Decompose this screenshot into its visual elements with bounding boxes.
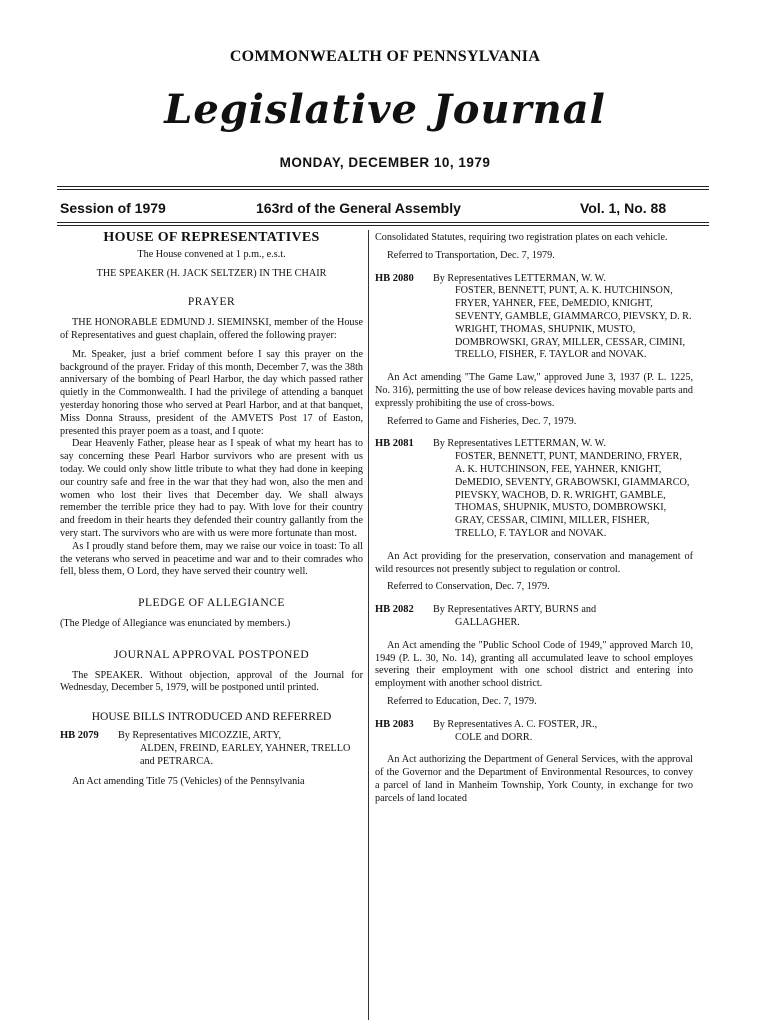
commonwealth-heading: COMMONWEALTH OF PENNSYLVANIA	[229, 48, 541, 65]
bill-number: HB 2080	[375, 272, 414, 284]
bill-hb2079	[60, 730, 363, 768]
bill-hb2081	[375, 438, 693, 540]
house-bills-heading: HOUSE BILLS INTRODUCED AND REFERRED	[91, 711, 332, 724]
referral-line: Referred to Game and Fisheries, Dec. 7, 1979.	[387, 415, 577, 427]
bill-act-text: An Act amending "The Game Law," approved June 3, 1937 (P. L. 1225, No. 316), permitting the use of bow release devices having movable parts and expressly prohibiting the use of cross-bows.	[375, 372, 693, 409]
pledge-heading: PLEDGE OF ALLEGIANCE	[138, 597, 285, 610]
bill-act-text: An Act amending Title 75 (Vehicles) of the Pennsylvania	[72, 776, 305, 788]
prayer-paragraph-2: Dear Heavenly Father, please hear as I speak of what my heart has to say concerning these Pearl Harbor survivors who are present with us today. We could only show little tribute to what they had done in keeping our country safe and free in the war that they had won, also the men and women who lost their lives that December day. We shall always remember the terrible price they had to pay. With love for their country and freedom in their hearts they defended their country gallantly from the very start. The survivors who are with us were more fortunate than most.	[60, 438, 363, 539]
bill-sponsors-cont: COLE and DORR.	[455, 731, 533, 743]
left-column	[60, 232, 363, 789]
prayer-paragraph-1: Mr. Speaker, just a brief comment before I say this prayer on the background of the prayer. Friday of this month, December 7, was the 38th anniversary of the bombing of Pearl Harbor, the day which passed rather quietly in the Commonwealth. I had the privilege of attending a banquet yesterday honoring those who served at Pearl Harbor, and at that banquet, Miss Donna Strauss, president of the AMVETS Post 17 of Easton, presented this prayer poem as a toast, and I quote:	[60, 348, 363, 437]
prayer-paragraph-3: As I proudly stand before them, may we raise our voice in toast: To all the veterans who served in peacetime and war and to their comrades who fell, bless them, O Lord, they have served their country well.	[60, 540, 363, 578]
bill-hb2082	[375, 604, 693, 630]
top-rule-2	[57, 189, 709, 190]
prayer-intro: THE HONORABLE EDMUND J. SIEMINSKI, member of the House of Representatives and guest chaplain, offered the following prayer:	[60, 317, 363, 341]
referral-line: Referred to Conservation, Dec. 7, 1979.	[387, 581, 550, 593]
bill-act-text: An Act providing for the preservation, conservation and management of wild resources not presently subject to regulation or control.	[375, 550, 693, 575]
mid-rule-2	[57, 225, 709, 226]
bill-sponsors-cont: GALLAGHER.	[455, 616, 520, 628]
referral-line: Referred to Transportation, Dec. 7, 1979.	[387, 249, 555, 261]
column-divider	[368, 230, 369, 1020]
journal-approval-text: The SPEAKER. Without objection, approval of the Journal for Wednesday, December 5, 1979, will be postponed until printed.	[60, 669, 363, 694]
bill-sponsors: By Representatives MICOZZIE, ARTY,	[118, 729, 282, 741]
assembly-label: 163rd of the General Assembly	[256, 200, 461, 216]
journal-title: Legislative Journal	[164, 86, 606, 133]
bill-sponsors: By Representatives LETTERMAN, W. W.	[433, 272, 606, 284]
bill-number: HB 2082	[375, 604, 414, 616]
bill-sponsors: By Representatives ARTY, BURNS and	[433, 604, 597, 616]
bill-act-text: An Act amending the "Public School Code of 1949," approved March 10, 1949 (P. L. 30, No. 14), granting all accumulated leave to school employes severing their employment with one school district and entering into employment with another school district.	[375, 639, 693, 690]
house-heading: HOUSE OF REPRESENTATIVES	[103, 230, 320, 245]
speaker-line: THE SPEAKER (H. JACK SELTZER) IN THE CHAIR	[96, 267, 327, 279]
bill-sponsors: By Representatives A. C. FOSTER, JR.,	[433, 718, 598, 730]
bill-sponsors-cont: FOSTER, BENNETT, PUNT, MANDERINO, FRYER, A. K. HUTCHINSON, FEE, YAHNER, KNIGHT, DeMEDIO, SEVENTY, GRABOWSKI, GIAMMARCO, PIEVSKY, WACHOB, D. R. WRIGHT, GAMBLE, THOMAS, SHUPNIK, MUSTO, DOMBROWSKI, GRAY, CESSAR, CIMINI, MILLER, FISHER, TRELLO, F. TAYLOR and NOVAK.	[455, 451, 690, 539]
bill-hb2080	[375, 273, 693, 363]
bill-number: HB 2079	[60, 729, 99, 741]
mid-rule	[57, 222, 709, 223]
convened-line: The House convened at 1 p.m., e.s.t.	[137, 248, 286, 260]
top-rule	[57, 186, 709, 187]
bill-act-text: An Act authorizing the Department of General Services, with the approval of the Governor and the Department of Environmental Resources, to convey a parcel of land in Manheim Township, York County, in exchange for two parcels of land located	[375, 754, 693, 804]
journal-approval-heading: JOURNAL APPROVAL POSTPONED	[113, 648, 310, 661]
session-label: Session of 1979	[60, 200, 166, 216]
bill-sponsors-cont: FOSTER, BENNETT, PUNT, A. K. HUTCHINSON, FRYER, YAHNER, FEE, DeMEDIO, KNIGHT, SEVENTY, GAMBLE, GIAMMARCO, PIEVSKY, D. R. WRIGHT, THOMAS, SHUPNIK, MUSTO, DOMBROWSKI, GRAY, MILLER, CESSAR, CIMINI, TRELLO, FISHER, F. TAYLOR and NOVAK.	[455, 285, 692, 361]
volume-label: Vol. 1, No. 88	[580, 200, 667, 216]
bill-sponsors: By Representatives LETTERMAN, W. W.	[433, 438, 606, 450]
bill-number: HB 2083	[375, 718, 414, 730]
right-column	[375, 232, 693, 805]
referral-line: Referred to Education, Dec. 7, 1979.	[387, 695, 537, 707]
prayer-heading: PRAYER	[187, 296, 236, 309]
pledge-text: (The Pledge of Allegiance was enunciated by members.)	[60, 617, 291, 629]
journal-date: MONDAY, DECEMBER 10, 1979	[279, 155, 491, 170]
continued-text: Consolidated Statutes, requiring two registration plates on each vehicle.	[375, 232, 668, 243]
bill-number: HB 2081	[375, 438, 414, 450]
bill-hb2083	[375, 719, 693, 745]
bill-sponsors-cont: ALDEN, FREIND, EARLEY, YAHNER, TRELLO and PETRARCA.	[140, 742, 351, 767]
